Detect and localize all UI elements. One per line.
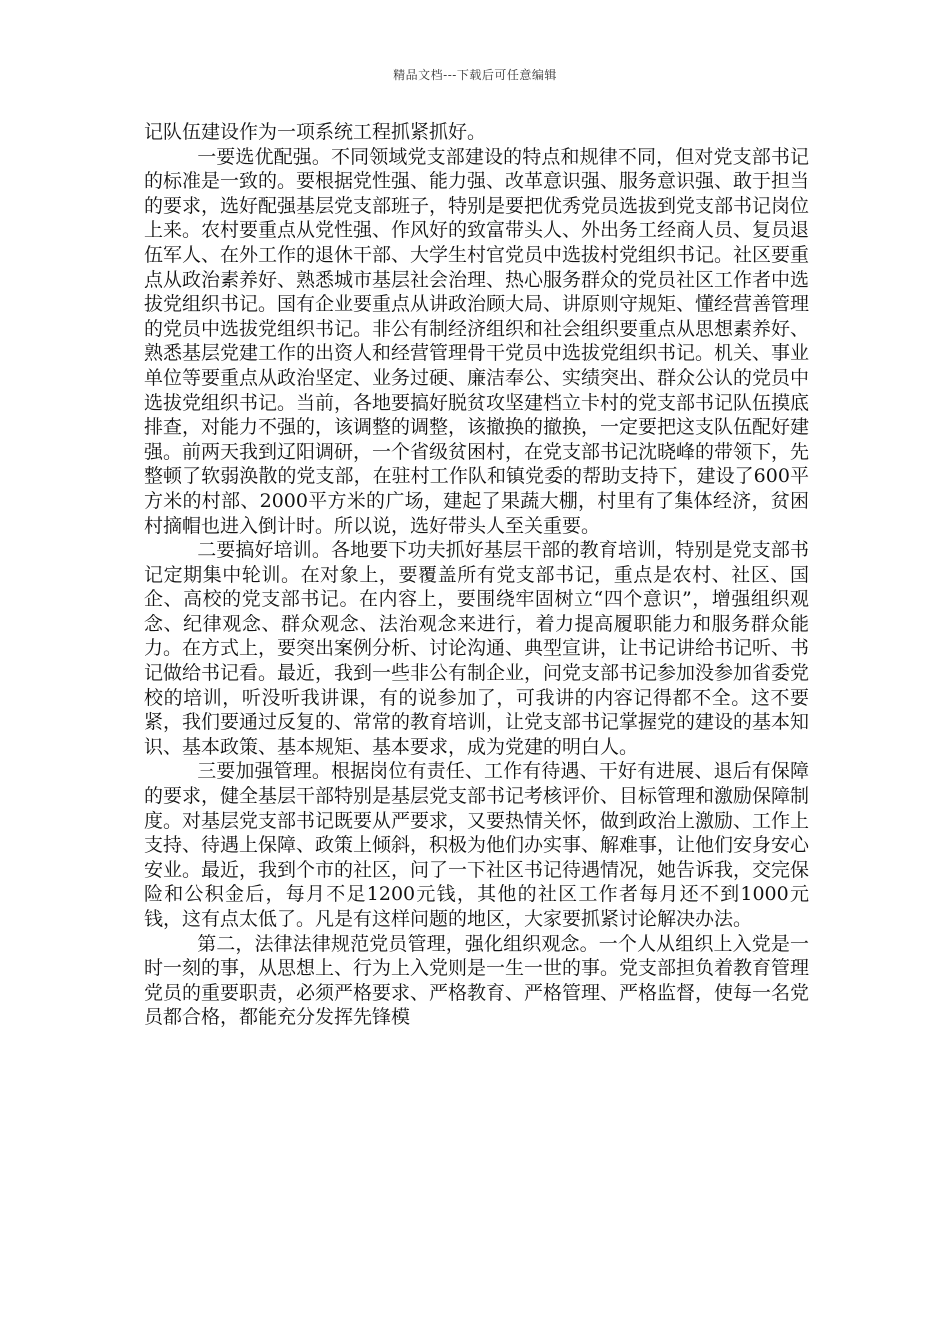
paragraph-select-strong: 一要选优配强。不同领域党支部建设的特点和规律不同，但对党支部书记的标准是一致的。要根据党性强、能力强、改革意识强、服务意识强、敢于担当的要求，选好配强基层党支部班子，特别是要把优秀党员选拔到党支部书记岗位上来。农村要重点从党性强、作风好的致富带头人、外出务工经商人员、复员退伍军人、在外工作的退休干部、大学生村官党员中选拔村党组织书记。社区要重点从政治素养好、熟悉城市基层社会治理、热心服务群众的党员社区工作者中选拔党组织书记。国有企业要重点从讲政治顾大局、讲原则守规矩、懂经营善管理的党员中选拔党组织书记。非公有制经济组织和社会组织要重点从思想素养好、熟悉基层党建工作的出资人和经营管理骨干党员中选拔党组织书记。机关、事业单位等要重点从政治坚定、业务过硬、廉洁奉公、实绩突出、群众公认的党员中选拔党组织书记。当前，各地要搞好脱贫攻坚建档立卡村的党支部书记队伍摸底排查，对能力不强的，该调整的调整，该撤换的撤换，一定要把这支队伍配好建强。前两天我到辽阳调研，一个省级贫困村，在党支部书记沈晓峰的带领下，先整顿了软弱涣散的党支部，在驻村工作队和镇党委的帮助支持下，建设了600平方米的村部、2000平方米的广场，建起了果蔬大棚，村里有了集体经济，贫困村摘帽也进入倒计时。所以说，选好带头人至关重要。 [144,145,810,537]
document-body [144,120,809,1030]
paragraph-second-point: 第二，法律法律规范党员管理，强化组织观念。一个人从组织上入党是一时一刻的事，从思想上、行为上入党则是一生一世的事。党支部担负着教育管理党员的重要职责，必须严格要求、严格教育、严格管理、严格监督，使每一名党员都合格，都能充分发挥先锋模 [144,932,810,1029]
paragraph-continuation: 记队伍建设作为一项系统工程抓紧抓好。 [144,121,487,143]
paragraph-training: 二要搞好培训。各地要下功夫抓好基层干部的教育培训，特别是党支部书记定期集中轮训。在对象上，要覆盖所有党支部书记，重点是农村、社区、国企、高校的党支部书记。在内容上，要围绕牢固树立“四个意识”，增强组织观念、纪律观念、群众观念、法治观念来进行，着力提高履职能力和服务群众能力。在方式上，要突出案例分析、讨论沟通、典型宣讲，让书记讲给书记听、书记做给书记看。最近，我到一些非公有制企业，问党支部书记参加没参加省委党校的培训，听没听我讲课，有的说参加了，可我讲的内容记得都不全。这不要紧，我们要通过反复的、常常的教育培训，让党支部书记掌握党的建设的基本知识、基本政策、基本规矩、基本要求，成为党建的明白人。 [144,539,810,758]
page-header: 精品文档---下载后可任意编辑 [393,68,557,82]
paragraph-management: 三要加强管理。根据岗位有责任、工作有待遇、干好有进展、退后有保障的要求，健全基层干部特别是基层党支部书记考核评价、目标管理和激励保障制度。对基层党支部书记既要从严要求，又要热情关怀，做到政治上激励、工作上支持、待遇上保障、政策上倾斜，积极为他们办实事、解难事，让他们安身安心安业。最近，我到个市的社区，问了一下社区书记待遇情况，她告诉我，交完保险和公积金后，每月不足1200元钱，其他的社区工作者每月还不到1000元钱，这有点太低了。凡是有这样问题的地区，大家要抓紧讨论解决办法。 [144,760,810,930]
